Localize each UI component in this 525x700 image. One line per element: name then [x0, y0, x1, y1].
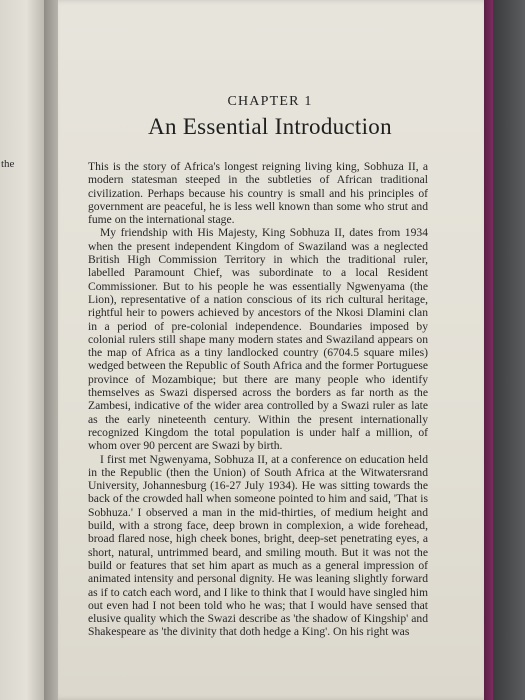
chapter-number: CHAPTER 1 [227, 94, 313, 109]
paragraph-2: My friendship with His Majesty, King Sobhuza II, dates from 1934 when the present independent Kingdom of Swaziland was a neglected British High Commission Territory in which the traditional ruler, labelled Paramount Chief, was subordinate to a local Resident Commissioner. But to his people he was essentially Ngwenyama (the Lion), representative of a nation conscious of its rich cultural heritage, rightful heir to powers achieved by ancestors of the Nkosi Dlamini clan in a period of pre-colonial independence. Boundaries imposed by colonial rulers still shape many modern states and Swaziland appears on the map of Africa as a tiny landlocked country (6704.5 square miles) wedged between the Republic of South Africa and the former Portuguese province of Mozambique; but there are many people who identify themselves as Swazi dispersed across the borders as far north as the Zambesi, indicative of the wider area controlled by a Swazi ruler as late as the early nineteenth century. Within the present internationally recognized Kingdom the total population is under half a million, of whom over 90 percent are Swazi by birth. [88, 226, 428, 453]
chapter-body [88, 160, 428, 639]
paragraph-1: This is the story of Africa's longest reigning living king, Sobhuza II, a modern statesman steeped in the subtleties of African traditional civilization. Perhaps because his country is small and his principles of government are peaceful, he is less well known than some who strut and fume on the international stage. [88, 160, 428, 227]
left-page-edge [0, 0, 44, 700]
background [493, 0, 525, 700]
cover-edge [484, 0, 493, 700]
chapter-title: An Essential Introduction [148, 114, 392, 139]
paragraph-3: I first met Ngwenyama, Sobhuza II, at a conference on education held in the Republic (then the Union) of South Africa at the Witwatersrand University, Johannesburg (16-27 July 1934). He was sitting towards the back of the crowded hall when someone pointed to him and said, 'That is Sobhuza.' I observed a man in the mid-thirties, of medium height and build, with a strong face, deep brown in complexion, a wide forehead, broad flared nose, high cheek bones, bright, deep-set penetrating eyes, a short, natural, untrimmed beard, and smiling mouth. But it was not the build or features that set him apart as much as a general impression of animated intensity and personal dignity. He was leaning slightly forward as if to catch each word, and I like to think that I would have singled him out even had I not been told who he was; that I would have sensed that elusive quality which the Swazi describe as 'the shadow of Kingship' and Shakespeare as 'the divinity that doth hedge a King'. On his right was [88, 452, 428, 639]
left-page-fragment: the [1, 158, 15, 170]
